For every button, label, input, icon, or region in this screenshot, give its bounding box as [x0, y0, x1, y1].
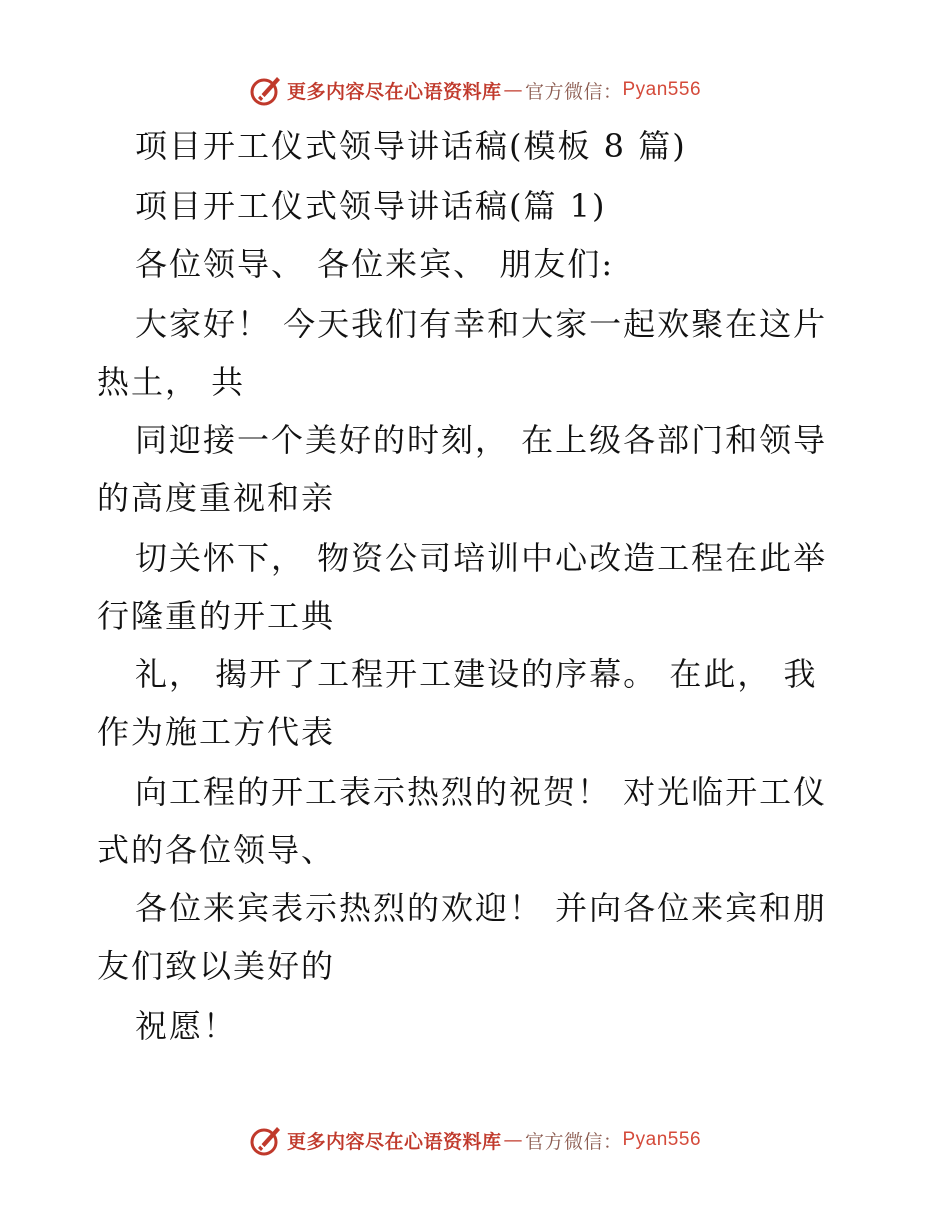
text-line: 热土， 共: [97, 363, 246, 401]
text-line: 友们致以美好的: [97, 947, 336, 985]
quill-logo-icon: [249, 73, 283, 107]
wechat-id: Pyan556: [622, 1129, 702, 1150]
banner-dash: —: [503, 1129, 523, 1151]
wechat-id: Pyan556: [622, 79, 702, 100]
text-line: 同迎接一个美好的时刻， 在上级各部门和领导: [135, 421, 828, 459]
promo-text: 更多内容尽在心语资料库: [286, 1130, 502, 1153]
header-banner: [0, 70, 950, 110]
text-line: 向工程的开工表示热烈的祝贺！ 对光临开工仪: [135, 773, 828, 811]
document-title: 项目开工仪式领导讲话稿(模板 8 篇): [135, 127, 687, 165]
promo-text: 更多内容尽在心语资料库: [286, 80, 502, 103]
footer-banner: [0, 1120, 950, 1160]
document-subtitle: 项目开工仪式领导讲话稿(篇 1): [135, 187, 607, 225]
text-line: 切关怀下， 物资公司培训中心改造工程在此举: [135, 539, 828, 577]
text-line: 祝愿！: [135, 1007, 238, 1045]
text-line: 各位领导、 各位来宾、 朋友们:: [135, 245, 615, 283]
text-line: 大家好！ 今天我们有幸和大家一起欢聚在这片: [135, 305, 828, 343]
banner-dash: —: [503, 79, 523, 101]
text-line: 的高度重视和亲: [97, 479, 336, 517]
text-line: 行隆重的开工典: [97, 597, 336, 635]
text-line: 作为施工方代表: [97, 713, 336, 751]
official-wechat-label: 官方微信：: [524, 80, 623, 103]
official-wechat-label: 官方微信：: [524, 1130, 623, 1153]
quill-logo-icon: [249, 1123, 283, 1157]
text-line: 礼， 揭开了工程开工建设的序幕。 在此， 我: [135, 655, 818, 693]
text-line: 各位来宾表示热烈的欢迎！ 并向各位来宾和朋: [135, 889, 828, 927]
text-line: 式的各位领导、: [97, 831, 336, 869]
